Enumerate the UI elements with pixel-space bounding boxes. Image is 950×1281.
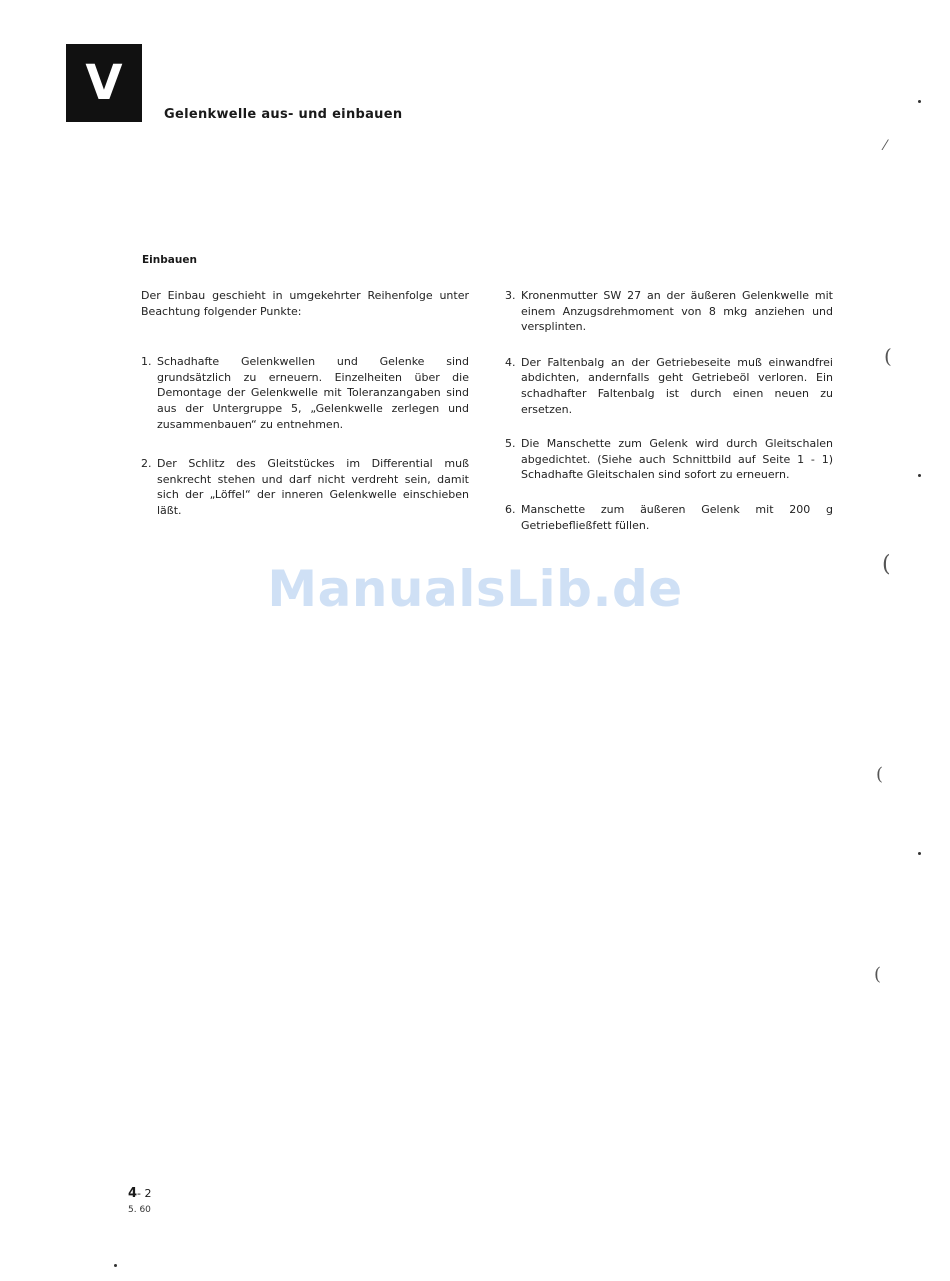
binding-hole-mark: ( (882, 552, 891, 577)
section-badge (66, 44, 142, 122)
list-item (505, 436, 833, 483)
scan-speck (918, 852, 921, 855)
list-item-number: 3. (505, 289, 516, 302)
scan-speck (918, 100, 921, 103)
left-column (141, 288, 469, 543)
right-column (505, 288, 833, 557)
page-number (128, 1186, 152, 1201)
binding-hole-mark: ( (876, 764, 884, 785)
list-item-text: Kronenmutter SW 27 an der äußeren Gelenkwelle mit einem Anzugsdrehmoment von 8 mkg anziehen und versplinten. (521, 289, 833, 334)
list-item-text: Die Manschette zum Gelenk wird durch Gleitschalen abgedichtet. (Siehe auch Schnittbild auf Seite 1 - 1) Schadhafte Gleitschalen sind sofort zu erneuern. (521, 437, 833, 482)
list-item-number: 4. (505, 355, 516, 369)
list-item-number: 2. (141, 457, 152, 471)
scan-speck (918, 474, 921, 477)
list-item-text: Manschette zum äußeren Gelenk mit 200 g Getriebefließfett füllen. (521, 502, 833, 532)
list-item-text: Schadhafte Gelenkwellen und Gelenke sind grundsätzlich zu erneuern. Einzelheiten über die Demontage der Gelenkwelle mit Toleranzangaben sind aus der Untergruppe 5, „Gelenkwelle zerlegen und zusammenbauen“ zu entnehmen. (157, 355, 469, 431)
print-date: 5. 60 (128, 1205, 151, 1215)
list-item-text: Der Faltenbalg an der Getriebeseite muß einwandfrei abdichten, andernfalls geht Getriebeöl verloren. Ein schadhafter Faltenbalg ist durch einen neuen zu ersetzen. (521, 355, 833, 416)
page-number-minor: - 2 (137, 1187, 152, 1200)
list-item-number: 6. (505, 502, 516, 516)
page-number-major: 4 (128, 1186, 138, 1201)
page-title: Gelenkwelle aus- und einbauen (164, 107, 403, 122)
list-item-number: 1. (141, 355, 152, 369)
scan-speck (114, 1264, 117, 1267)
section-letter: V (85, 55, 123, 111)
list-item-text: Der Schlitz des Gleitstückes im Differential muß senkrecht stehen und darf nicht verdreht sein, damit sich der „Löffel“ der inneren Gelenkwelle einschieben läßt. (157, 457, 469, 517)
list-item (505, 502, 833, 533)
binding-hole-mark: ⁄ (884, 138, 887, 154)
binding-hole-mark: ( (884, 344, 892, 368)
intro-paragraph: Der Einbau geschieht in umgekehrter Reihenfolge unter Beachtung folgender Punkte: (141, 289, 469, 318)
binding-hole-mark: ( (874, 964, 882, 985)
list-item-number: 5. (505, 437, 516, 451)
list-item (505, 355, 833, 417)
list-item (141, 456, 469, 518)
section-subheading: Einbauen (142, 254, 197, 266)
watermark: ManualsLib.de (267, 560, 683, 618)
list-item (141, 354, 469, 432)
list-item (505, 288, 833, 335)
